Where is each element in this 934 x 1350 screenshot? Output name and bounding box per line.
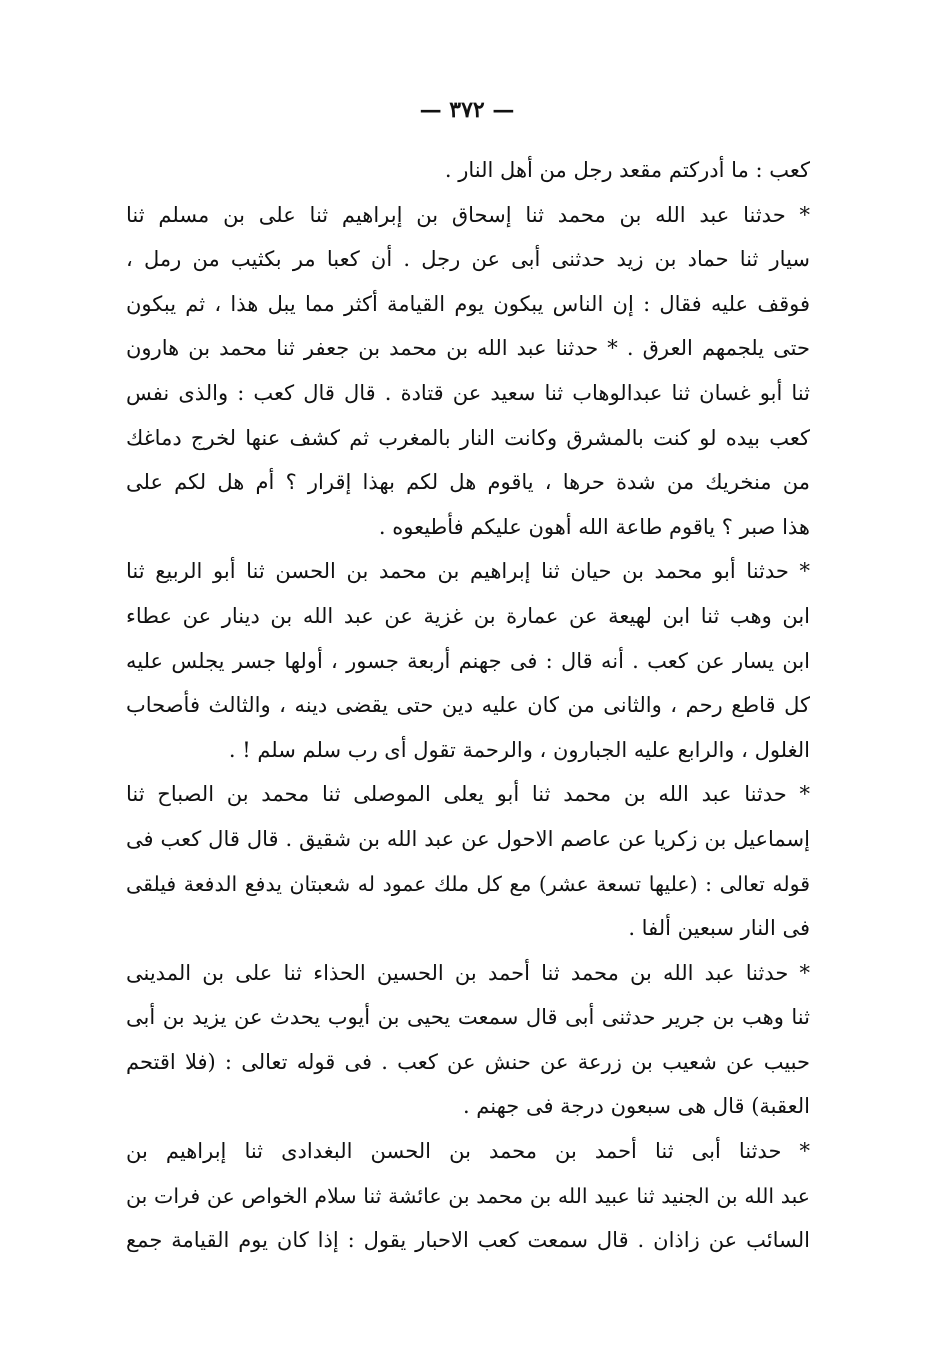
page-number: — ٣٧٢ — bbox=[419, 97, 515, 123]
text-line: هذا صبر ؟ ياقوم طاعة الله أهون عليكم فأطيعوه . bbox=[378, 514, 810, 539]
text-line: إسماعيل بن زكريا عن عاصم الاحول عن عبد الله بن شقيق . قال قال كعب فى bbox=[126, 826, 810, 851]
text-line: * حدثنا أبو محمد بن حيان ثنا إبراهيم بن محمد بن الحسن ثنا أبو الربيع ثنا bbox=[126, 559, 810, 584]
text-line: * حدثنا عبد الله بن محمد ثنا أحمد بن الحسين الحذاء ثنا على بن المدينى bbox=[126, 960, 810, 985]
text-line: الغلول ، والرابع عليه الجبارون ، والرحمة تقول أى رب سلم سلم ! . bbox=[228, 737, 810, 762]
text-line: العقبة) قال هى سبعون درجة فى جهنم . bbox=[462, 1094, 810, 1119]
text-line: كعب : ما أدركتم مقعد رجل من أهل النار . bbox=[444, 158, 810, 182]
text-line: قوله تعالى : (عليها تسعة عشر) مع كل ملك عمود له شعبتان يدفع الدفعة فيلقى bbox=[126, 871, 810, 896]
body-text bbox=[126, 148, 810, 1263]
text-line: سيار ثنا حماد بن زيد حدثنى أبى عن رجل . أن كعبا مر بكثيب من رمل ، bbox=[126, 247, 810, 272]
text-line: من منخريك من شدة حرها ، ياقوم هل لكم بهذا إقرار ؟ أم هل لكم على bbox=[126, 470, 810, 495]
text-line: * حدثنا عبد الله بن محمد ثنا إسحاق بن إبراهيم ثنا على بن مسلم ثنا bbox=[126, 202, 810, 227]
text-line: عبد الله بن الجنيد ثنا عبيد الله بن محمد بن عائشة ثنا سلام الخواص عن فرات بن bbox=[126, 1183, 810, 1208]
text-line: كعب بيده لو كنت بالمشرق وكانت النار بالمغرب ثم كشف عنها لخرج دماغك bbox=[126, 425, 810, 450]
text-line: ابن وهب ثنا ابن لهيعة عن عمارة بن غزية عن عبد الله بن دينار عن عطاء bbox=[126, 603, 810, 628]
text-line: فوقف عليه فقال : إن الناس يبكون يوم القيامة أكثر مما يبل هذا ، ثم يبكون bbox=[126, 291, 810, 316]
text-line: * حدثنا أبى ثنا أحمد بن محمد بن الحسن البغدادى ثنا إبراهيم بن bbox=[126, 1139, 810, 1164]
text-line: ثنا أبو غسان ثنا عبدالوهاب ثنا سعيد عن قتادة . قال قال كعب : والذى نفس bbox=[126, 380, 810, 405]
text-line: كل قاطع رحم ، والثانى من كان عليه دين حتى يقضى دينه ، والثالث فأصحاب bbox=[126, 693, 810, 718]
text-line: ابن يسار عن كعب . أنه قال : فى جهنم أربعة جسور ، أولها جسر يجلس عليه bbox=[126, 648, 810, 673]
text-line: السائب عن زاذان . قال سمعت كعب الاحبار يقول : إذا كان يوم القيامة جمع bbox=[126, 1228, 810, 1253]
text-line: حبيب عن شعيب بن زرعة عن حنش عن كعب . فى قوله تعالى : (فلا اقتحم bbox=[126, 1049, 810, 1074]
text-line: ثنا وهب بن جرير حدثنى أبى قال سمعت يحيى بن أيوب يحدث عن يزيد بن أبى bbox=[126, 1005, 810, 1030]
text-line: * حدثنا عبد الله بن محمد ثنا أبو يعلى الموصلى ثنا محمد بن الصباح ثنا bbox=[126, 782, 810, 807]
text-line: حتى يلجمهم العرق . * حدثنا عبد الله بن محمد بن جعفر ثنا محمد بن هارون bbox=[126, 336, 810, 361]
text-line: فى النار سبعين ألفا . bbox=[628, 916, 810, 941]
